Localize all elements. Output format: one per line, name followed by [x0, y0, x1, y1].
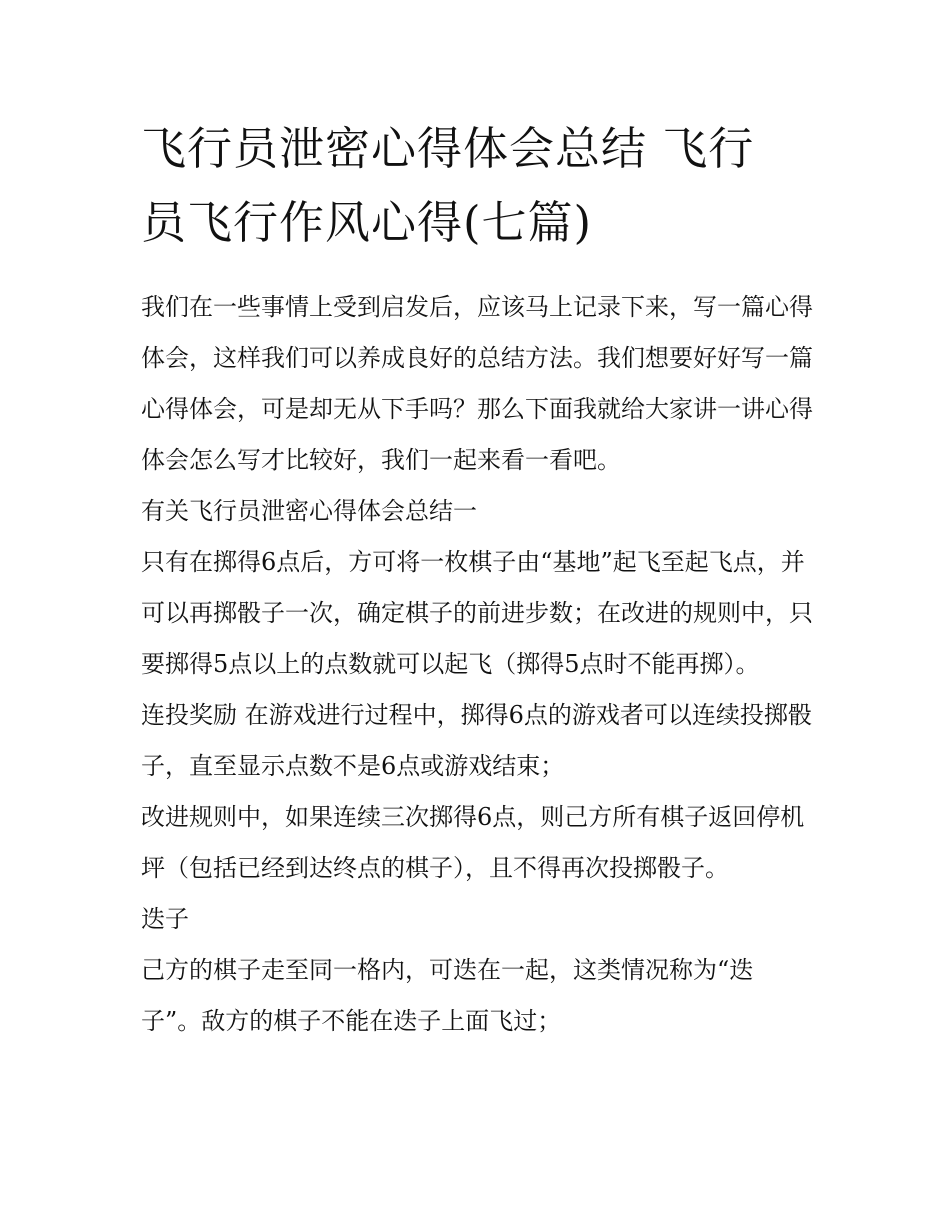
rule-takeoff-paragraph: 只有在掷得6点后，方可将一枚棋子由“基地”起飞至起飞点，并可以再掷骰子一次，确定棋子的前进步数；在改进的规则中，只要掷得5点以上的点数就可以起飞（掷得5点时不能再掷）。	[141, 548, 813, 678]
intro-paragraph: 我们在一些事情上受到启发后，应该马上记录下来，写一篇心得体会，这样我们可以养成良好的总结方法。我们想要好好写一篇心得体会，可是却无从下手吗？那么下面我就给大家讲一讲心得体会怎么写才比较好，我们一起来看一看吧。	[141, 293, 813, 474]
rule-stack-paragraph: 己方的棋子走至同一格内，可迭在一起，这类情况称为“迭子”。敌方的棋子不能在迭子上面飞过；	[141, 956, 754, 1035]
section-heading: 有关飞行员泄密心得体会总结一	[141, 497, 477, 525]
rule-improved-paragraph: 改进规则中，如果连续三次掷得6点，则己方所有棋子返回停机坪（包括已经到达终点的棋子），且不得再次投掷骰子。	[141, 803, 805, 882]
document-title	[141, 112, 813, 260]
title-line-1: 飞行员泄密心得体会总结 飞行	[141, 122, 755, 175]
rule-bonus-paragraph: 连投奖励 在游戏进行过程中，掷得6点的游戏者可以连续投掷骰子，直至显示点数不是6点或游戏结束；	[141, 701, 812, 780]
document-page	[141, 112, 813, 1047]
stack-heading: 迭子	[141, 905, 189, 933]
title-line-2: 员飞行作风心得(七篇)	[141, 196, 593, 249]
